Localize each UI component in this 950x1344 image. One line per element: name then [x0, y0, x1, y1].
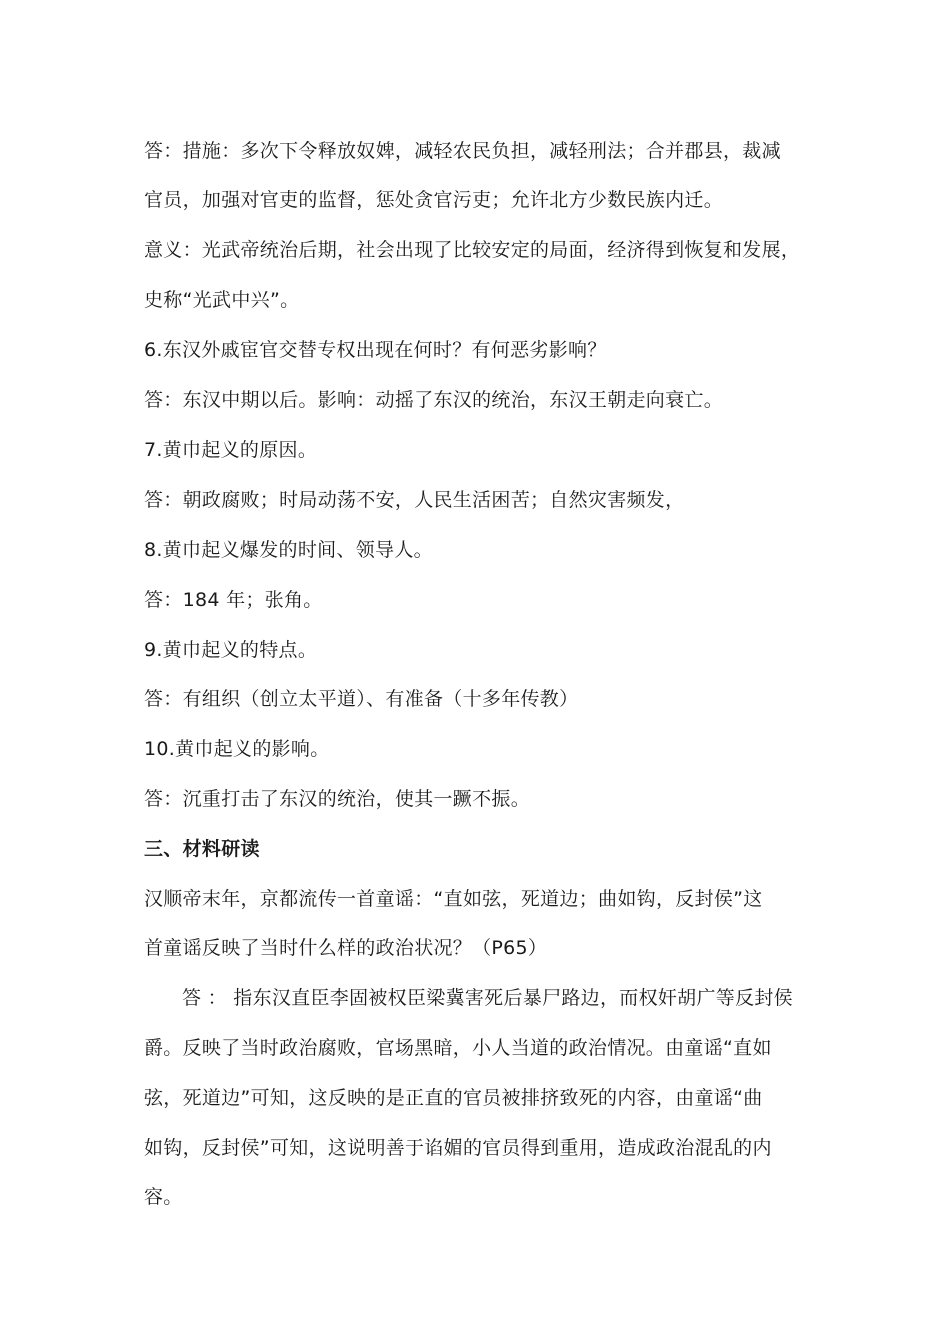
- answer-significance-line-1: 意义：光武帝统治后期，社会出现了比较安定的局面，经济得到恢复和发展，: [144, 239, 801, 261]
- question-6: 6.东汉外戚宦官交替专权出现在何时？有何恶劣影响？: [144, 339, 607, 361]
- answer-7: 答：朝政腐败；时局动荡不安，人民生活困苦；自然灾害频发，: [144, 489, 685, 511]
- section-heading: 三、材料研读: [144, 838, 260, 860]
- material-answer-line-4: 如钩，反封侯”可知，这说明善于谄媚的官员得到重用，造成政治混乱的内: [144, 1137, 772, 1159]
- answer-10: 答：沉重打击了东汉的统治，使其一蹶不振。: [144, 788, 531, 810]
- material-question-line-1: 汉顺帝末年，京都流传一首童谣：“直如弦，死道边；曲如钩，反封侯”这: [144, 888, 763, 910]
- material-answer-line-5: 容。: [144, 1186, 183, 1208]
- answer-measures-line-2: 官员，加强对官吏的监督，惩处贪官污吏；允许北方少数民族内迁。: [144, 189, 724, 211]
- material-answer-line-1: 答 ： 指东汉直臣李固被权臣梁冀害死后暴尸路边，而权奸胡广等反封侯: [182, 987, 793, 1009]
- answer-8: 答：184 年；张角。: [144, 589, 323, 611]
- material-answer-line-2: 爵。反映了当时政治腐败，官场黑暗，小人当道的政治情况。由童谣“直如: [144, 1037, 772, 1059]
- answer-9: 答：有组织（创立太平道）、有准备（十多年传教）: [144, 688, 579, 710]
- material-question-line-2: 首童谣反映了当时什么样的政治状况？（P65）: [144, 937, 548, 959]
- question-7: 7.黄巾起义的原因。: [144, 439, 318, 461]
- answer-significance-line-2: 史称“光武中兴”。: [144, 289, 300, 311]
- answer-measures-line-1: 答：措施：多次下令释放奴婢，减轻农民负担，减轻刑法；合并郡县，裁减: [144, 140, 781, 162]
- question-8: 8.黄巾起义爆发的时间、领导人。: [144, 539, 433, 561]
- question-10: 10.黄巾起义的影响。: [144, 738, 330, 760]
- question-9: 9.黄巾起义的特点。: [144, 639, 318, 661]
- answer-6: 答：东汉中期以后。影响：动摇了东汉的统治，东汉王朝走向衰亡。: [144, 389, 724, 411]
- material-answer-line-3: 弦，死道边”可知，这反映的是正直的官员被排挤致死的内容，由童谣“曲: [144, 1087, 763, 1109]
